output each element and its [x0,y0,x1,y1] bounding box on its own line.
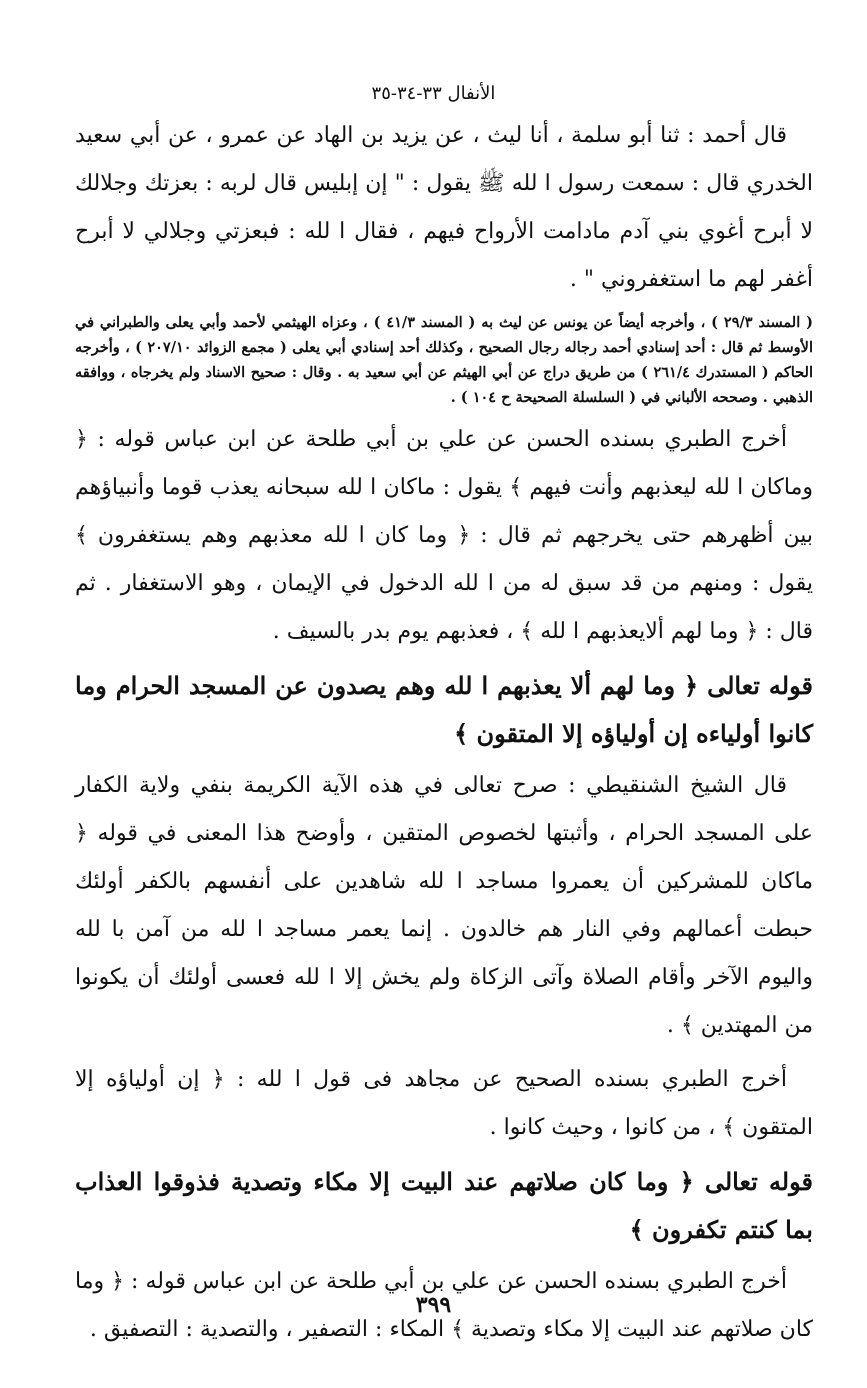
page-body [75,112,813,1360]
tabari-makaa-paragraph: أخرج الطبري بسنده الحسن عن علي بن أبي طلحة عن ابن عباس قوله : ﴿ وما كان صلاتهم عند البيت إلا مكاء وتصدية ﴾ المكاء : التصفير ، والتصدية : التصفيق . [75,1269,813,1342]
shanqiti-paragraph: قال الشيخ الشنقيطي : صرح تعالى في هذه الآية الكريمة بنفي ولاية الكفار على المسجد الحرام ، وأثبتها لخصوص المتقين ، وأوضح هذا المعنى في قوله ﴿ ماكان للمشركين أن يعمروا مساجد ا لله شاهدين على أنفسهم بالكفر أولئك حبطت أعمالهم وفي النار هم خالدون . إنما يعمر مساجد ا لله من آمن با لله واليوم الآخر وأقام الصلاة وآتى الزكاة ولم يخش إلا ا لله فعسى أولئك أن يكونوا من المهتدين ﴾ . [75,773,813,1038]
page-number: ٣٩٩ [415,1292,452,1318]
verse-34-heading: قوله تعالى ﴿ وما لهم ألا يعذبهم ا لله وهم يصدون عن المسجد الحرام وما كانوا أولياءه إن أولياؤه إلا المتقون ﴾ [75,671,813,748]
verse-35-heading: قوله تعالى ﴿ وما كان صلاتهم عند البيت إلا مكاء وتصدية فذوقوا العذاب بما كنتم تكفرون ﴾ [75,1167,813,1244]
running-header: الأنفال ٣٣-٣٤-٣٥ [371,83,496,104]
hadith-paragraph: قال أحمد : ثنا أبو سلمة ، أنا ليث ، عن يزيد بن الهاد عن عمرو ، عن أبي سعيد الخدري قال : سمعت رسول ا لله ﷺ يقول : " إن إبليس قال لربه : بعزتك وجلالك لا أبرح أغوي بني آدم مادامت الأرواح فيهم ، فقال ا لله : فبعزتي وجلالي لا أبرح أغفر لهم ما استغفروني " . [75,123,813,292]
tabari-ibn-abbas-paragraph: أخرج الطبري بسنده الحسن عن علي بن أبي طلحة عن ابن عباس قوله : ﴿ وماكان ا لله ليعذبهم وأنت فيهم ﴾ يقول : ماكان ا لله سبحانه يعذب قوما وأنبياؤهم بين أظهرهم حتى يخرجهم ثم قال : ﴿ وما كان ا لله معذبهم وهم يستغفرون ﴾ يقول : ومنهم من قد سبق له من ا لله الدخول في الإيمان ، وهو الاستغفار . ثم قال : ﴿ وما لهم ألايعذبهم ا لله ﴾ ، فعذبهم يوم بدر بالسيف . [75,427,813,644]
tabari-mujahid-paragraph: أخرج الطبري بسنده الصحيح عن مجاهد فى قول ا لله : ﴿ إن أولياؤه إلا المتقون ﴾ ، من كانوا ، وحيث كانوا . [75,1067,813,1140]
takhrij-footnote: ( المسند ٢٩/٣ ) ، وأخرجه أيضاً عن يونس عن ليث به ( المسند ٤١/٣ ) ، وعزاه الهيثمي لأحمد وأبي يعلى والطبراني في الأوسط ثم قال : أحد إسنادي أحمد رجاله رجال الصحيح ، وكذلك أحد إسنادي أبي يعلى ( مجمع الزوائد ٢٠٧/١٠ ) ، وأخرجه الحاكم ( المستدرك ٢٦١/٤ ) من طريق دراج عن أبي الهيثم عن أبي سعيد به . وقال : صحيح الاسناد ولم يخرجاه ، ووافقه الذهبي . وصححه الألباني في ( السلسلة الصحيحة ح ١٠٤ ) . [75,314,813,406]
